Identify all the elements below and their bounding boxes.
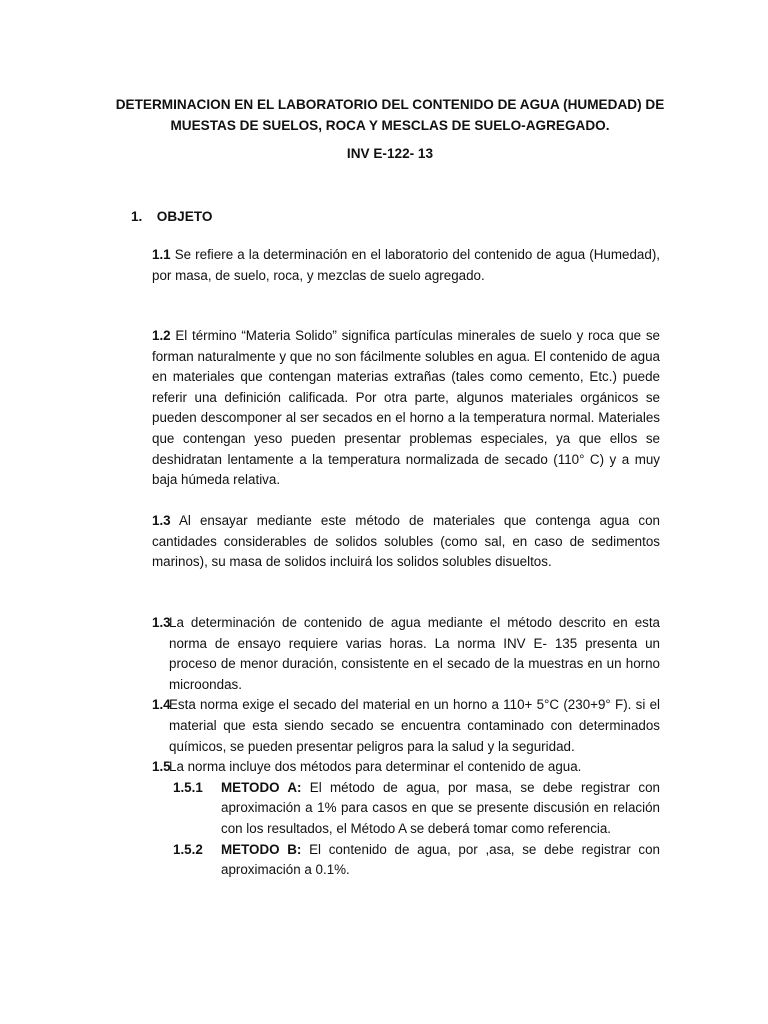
sublist-item [173,778,660,840]
paragraph-1-2 [152,326,660,491]
section-heading [131,206,212,227]
list-item [152,613,660,695]
paragraph-number: 1.2 [152,328,171,343]
section-number: 1. [131,209,143,224]
section-title: OBJETO [156,209,213,224]
paragraph-text: Al ensayar mediante este método de materiales que contenga agua con cantidades considerables de solidos solubles (como sal, en caso de sedimentos marinos), su masa de solidos incluirá los solidos solubles disueltos. [152,513,660,570]
list-item [152,757,660,778]
list-item-text: Esta norma exige el secado del material en un horno a 110+ 5°C (230+9° F). si el material que esta siendo secado se encuentra contaminado con determinados químicos, se pueden presentar peligros para la salud y la seguridad. [169,697,660,754]
list-item-text: La determinación de contenido de agua mediante el método descrito en esta norma de ensayo requiere varias horas. La norma INV E- 135 presenta un proceso de menor duración, consistente en el secado de la muestras en un horno microondas. [169,615,660,692]
norm-code: INV E-122- 13 [346,146,434,161]
paragraph-text: Se refiere a la determinación en el laboratorio del contenido de agua (Humedad), por masa, de suelo, roca, y mezclas de suelo agregado. [152,247,660,283]
paragraph-1-1 [152,245,660,286]
document-title [100,94,680,136]
sublist-item-text: El contenido de agua, por ,asa, se debe registrar con aproximación a 0.1%. [221,841,661,878]
paragraph-1-3 [152,511,660,573]
title-line-1: DETERMINACION EN EL LABORATORIO DEL CONTENIDO DE AGUA (HUMEDAD) DE [115,97,665,112]
sublist-item-number: 1.5.1 [173,779,203,795]
sublist-item [173,840,660,881]
sublist-item-text: El método de agua, por masa, se debe registrar con aproximación a 1% para casos en que se presente discusión en relación con los resultados, el Método A se deberá tomar como referencia. [221,779,660,836]
list-item-number: 1.4 [152,697,171,713]
paragraph-text: El término “Materia Solido” significa partículas minerales de suelo y roca que se forman naturalmente y que no son fácilmente solubles en agua. El contenido de agua en materiales que contengan materias extrañas (tales como cemento, Etc.) puede referir una definición calificada. Por otra parte, algunos materiales orgánicos se pueden descomponer al ser secados en el horno a la temperatura normal. Materiales que contengan yeso pueden presentar problemas especiales, ya que ellos se deshidratan lentamente a la temperatura normalizada de secado (110° C) y a muy baja húmeda relativa. [152,328,660,488]
title-line-2: MUESTAS DE SUELOS, ROCA Y MESCLAS DE SUELO-AGREGADO. [170,118,610,133]
numbered-list [152,613,660,881]
list-item-number: 1.5 [152,759,171,775]
list-item-number: 1.3 [152,615,171,630]
list-item [152,695,660,757]
paragraph-number: 1.1 [152,247,171,262]
sublist-item-number: 1.5.2 [173,841,203,857]
sublist-item-heading: METODO A: [221,779,302,795]
paragraph-number: 1.3 [152,513,171,528]
list-item-text: La norma incluye dos métodos para determinar el contenido de agua. [169,759,582,775]
sublist-item-heading: METODO B: [221,841,302,857]
